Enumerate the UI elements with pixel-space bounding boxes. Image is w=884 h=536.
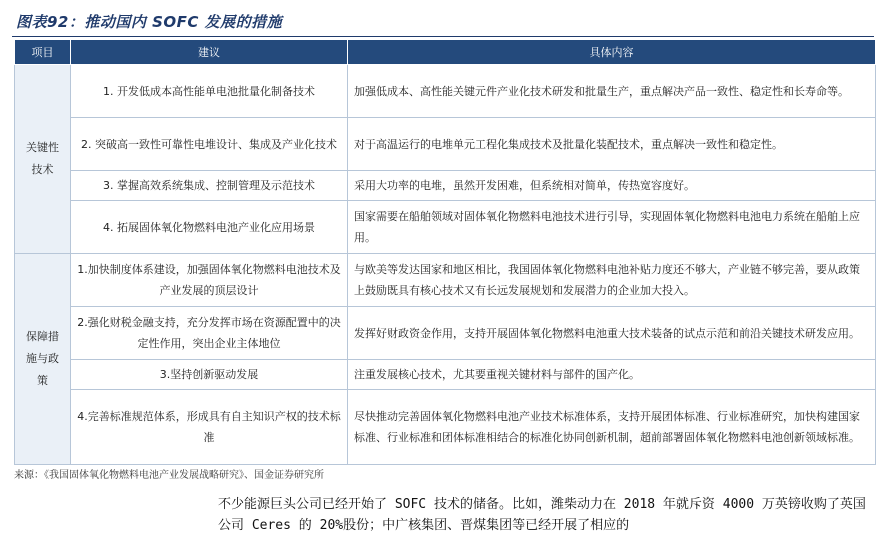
header-suggestion: 建议 — [71, 40, 348, 65]
figure-title: 图表92：推动国内 SOFC 发展的措施 — [16, 13, 283, 31]
detail-cell: 尽快推动完善固体氧化物燃料电池产业技术标准体系，支持开展团体标准、行业标准研究，加快构建国家标准、行业标准和团体标准相结合的标准化协同创新机制，超前部署固体氧化物燃料电池创新领域标准。 — [348, 390, 876, 465]
header-item: 项目 — [15, 40, 71, 65]
recommendation-cell: 1.加快制度体系建设，加强固体氧化物燃料电池技术及产业发展的顶层设计 — [71, 254, 348, 307]
header-content: 具体内容 — [348, 40, 876, 65]
group-label: 关键性 技术 — [26, 141, 59, 176]
group-key-technology — [15, 65, 71, 254]
detail-cell: 国家需要在船舶领域对固体氧化物燃料电池技术进行引导，实现固体氧化物燃料电池电力系统在船舶上应用。 — [348, 201, 876, 254]
table-row — [15, 171, 876, 201]
source-note: 来源：《我国固体氧化物燃料电池产业发展战略研究》、国金证券研究所 — [14, 470, 324, 481]
table-header-row — [15, 40, 876, 65]
detail-cell: 对于高温运行的电堆单元工程化集成技术及批量化装配技术，重点解决一致性和稳定性。 — [348, 118, 876, 171]
detail-cell: 注重发展核心技术，尤其要重视关键材料与部件的国产化。 — [348, 360, 876, 390]
table-row — [15, 254, 876, 307]
recommendation-cell: 2.强化财税金融支持，充分发挥市场在资源配置中的决定性作用，突出企业主体地位 — [71, 307, 348, 360]
recommendation-cell: 1. 开发低成本高性能单电池批量化制备技术 — [71, 65, 348, 118]
table-row — [15, 65, 876, 118]
body-paragraph: 不少能源巨头公司已经开始了 SOFC 技术的储备。比如，潍柴动力在 2018 年就斥资 4000 万英镑收购了英国公司 Ceres 的 20%股份；中广核集团、晋煤集团等已经开展了相应的 — [218, 497, 866, 533]
table-row — [15, 201, 876, 254]
detail-cell: 发挥好财政资金作用，支持开展固体氧化物燃料电池重大技术装备的试点示范和前沿关键技术研发应用。 — [348, 307, 876, 360]
table-row — [15, 360, 876, 390]
recommendation-cell: 4. 拓展固体氧化物燃料电池产业化应用场景 — [71, 201, 348, 254]
detail-cell: 加强低成本、高性能关键元件产业化技术研发和批量生产，重点解决产品一致性、稳定性和长寿命等。 — [348, 65, 876, 118]
recommendation-cell: 2. 突破高一致性可靠性电堆设计、集成及产业化技术 — [71, 118, 348, 171]
measures-table — [14, 39, 876, 465]
figure-header — [12, 8, 874, 37]
recommendation-cell: 4.完善标准规范体系，形成具有自主知识产权的技术标准 — [71, 390, 348, 465]
group-policy-support — [15, 254, 71, 465]
detail-cell: 与欧美等发达国家和地区相比，我国固体氧化物燃料电池补贴力度还不够大，产业链不够完善，要从政策上鼓励既具有核心技术又有长远发展规划和发展潜力的企业加大投入。 — [348, 254, 876, 307]
group-label: 保障措 施与政 策 — [26, 330, 59, 387]
recommendation-cell: 3. 掌握高效系统集成、控制管理及示范技术 — [71, 171, 348, 201]
detail-cell: 采用大功率的电堆，虽然开发困难，但系统相对简单，传热宽容度好。 — [348, 171, 876, 201]
table-row — [15, 390, 876, 465]
recommendation-cell: 3.坚持创新驱动发展 — [71, 360, 348, 390]
table-row — [15, 118, 876, 171]
table-row — [15, 307, 876, 360]
